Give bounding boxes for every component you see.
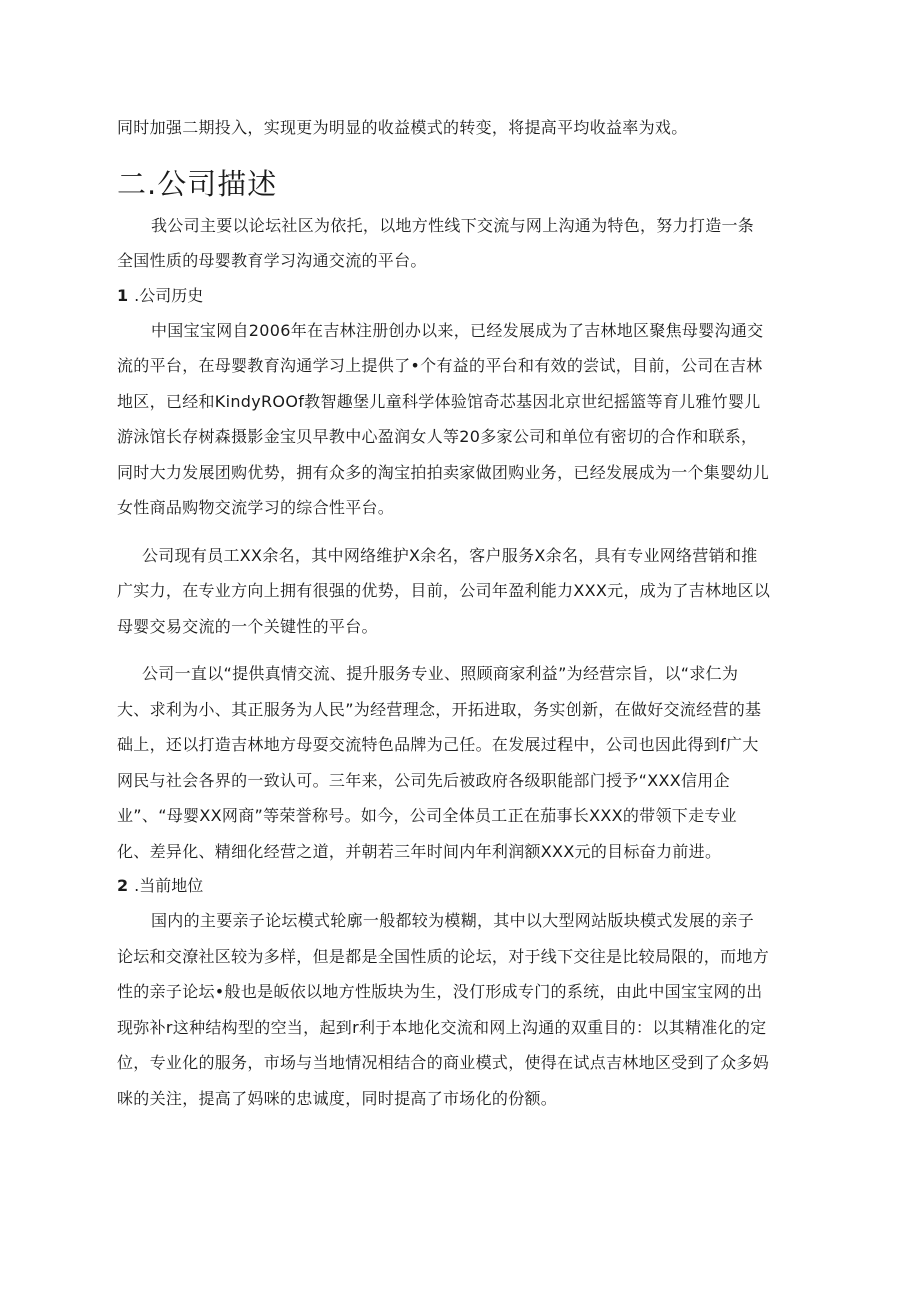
paragraph-line: 大、求利为小、其正服务为人民”为经营理念，开拓进取，务实创新，在做好交流经营的基: [117, 699, 762, 719]
history-paragraph-1: [117, 313, 789, 526]
paragraph-line: 性的亲子论坛•般也是皈依以地方性版块为生，没仃形成专门的系统，由此中国宝宝网的出: [117, 982, 763, 1001]
intro-tail-line: 同时加强二期投入，实现更为明显的收益模式的转变，将提高平均收益率为戏。: [117, 118, 688, 137]
paragraph-line: 化、差异化、精细化经营之道，并朝若三年时间内年利润额XXX元的目标奋力前进。: [117, 841, 722, 861]
paragraph-line: 现弥补r这种结构型的空当，起到r利于本地化交流和网上沟通的双重目的：以其精准化的定: [117, 1017, 767, 1037]
history-paragraph-3: [117, 656, 789, 869]
subsection-number: 2: [117, 876, 129, 895]
paragraph-line: 流的平台，在母婴教育沟通学习上提供了•个有益的平台和有效的尝试，目前，公司在吉林: [117, 356, 763, 375]
subsection-heading-history: [117, 279, 789, 313]
subsection-heading-position: [117, 869, 789, 903]
subsection-label: .公司历史: [134, 285, 204, 305]
paragraph-line: 中国宝宝网自2006年在吉林注册创办以来，已经发展成为了吉林地区聚焦母婴沟通交: [151, 320, 764, 340]
subsection-number: 1: [117, 285, 129, 305]
paragraph-line: 咪的关注，提高了妈咪的忠诚度，同时提高了市场化的份额。: [117, 1088, 558, 1108]
paragraph-line: 位，专业化的服务，市场与当地情况相结合的商业模式，使得在试点吉林地区受到了众多妈: [117, 1053, 770, 1072]
paragraph-line: 论坛和交潦社区较为多样，但是都是全国性质的论坛，对于线下交往是比较局限的，而地方: [117, 946, 770, 966]
section-title: 二.公司描述: [117, 166, 278, 201]
paragraph-line: 游泳馆长存树森摄影金宝贝早教中心盈润女人等20多家公司和单位有密切的合作和联系，: [117, 427, 758, 446]
paragraph-line: 业”、“母婴XX网商”等荣誉称号。如今，公司全体员工正在茄事长XXX的带领下走专业: [117, 806, 737, 825]
subsection-label: .当前地位: [134, 876, 204, 895]
position-paragraph: [117, 903, 789, 1116]
document-page: [117, 0, 789, 1116]
paragraph-line: 母婴交易交流的一个关键性的平台。: [117, 616, 378, 636]
paragraph-line: 础上，还以打造吉林地方母耍交流特色品牌为己任。在发展过程中，公司也因此得到f广大: [117, 735, 759, 754]
paragraph-line: 公司现有员工XX余名，其中网络维护X余名，客户服务X余名，具有专业网络营销和推: [142, 545, 758, 565]
section-intro-paragraph: [117, 208, 789, 279]
paragraph-line: 全国性质的母婴教育学习沟通交流的平台。: [117, 251, 427, 270]
paragraph-line: 公司一直以“提供真情交流、提升服务专业、照顾商家利益”为经营宗旨，以“求仁为: [142, 664, 739, 683]
paragraph-line: 广实力，在专业方向上拥有很强的优势，目前，公司年盈利能力XXX元，成为了吉林地区以: [117, 581, 771, 600]
paragraph-line: 同时大力发展团购优势，拥有众多的淘宝拍拍卖家做团购业务，已经发展成为一个集婴幼儿: [117, 462, 770, 482]
paragraph-line: 女性商品购物交流学习的综合性平台。: [117, 498, 395, 517]
paragraph-line: 网民与社会各界的一致认可。三年来，公司先后被政府各级职能部门授予“XXX信用企: [117, 770, 730, 790]
paragraph-line: 地区，已经和KindyROOf教智趣堡儿童科学体验馆奇芯基因北京世纪摇篮等育儿雅竹婴儿: [117, 391, 761, 411]
paragraph-line: 我公司主要以论坛社区为依托，以地方性线下交流与网上沟通为特色，努力打造一条: [151, 215, 755, 235]
history-paragraph-2: [117, 538, 789, 645]
paragraph-line: 国内的主要亲子论坛模式轮廓一般都较为模糊，其中以大型网站版块模式发展的亲子: [151, 911, 755, 930]
